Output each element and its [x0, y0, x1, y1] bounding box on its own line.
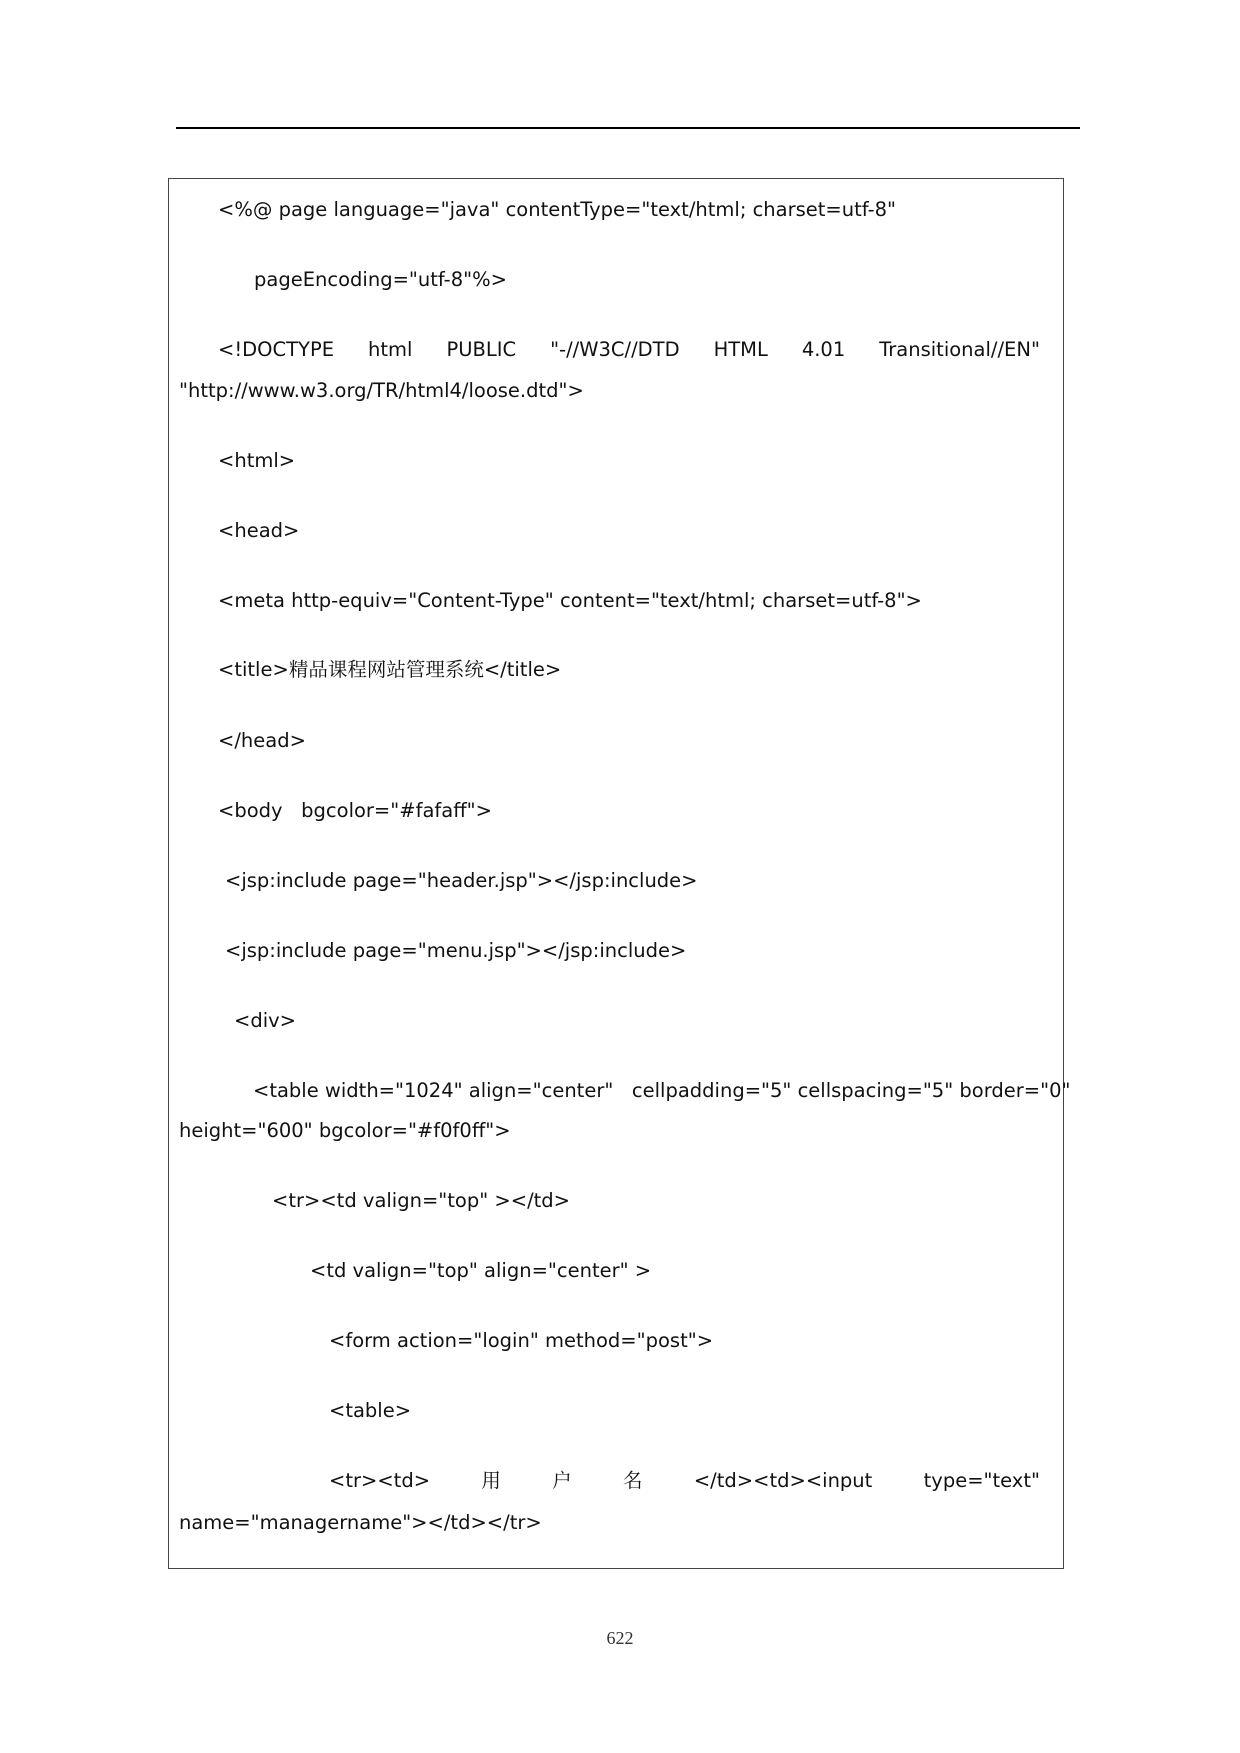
code-line-2: pageEncoding="utf-8"%> [254, 268, 507, 291]
code-line-19: <table> [329, 1399, 412, 1422]
code-line-17: <td valign="top" align="center" > [310, 1259, 652, 1282]
code-line-3 [218, 338, 1040, 362]
code-line-14: <table width="1024" align="center" cellpadding="5" cellspacing="5" border="0" [253, 1079, 1071, 1102]
code-token-cjk: 户 [552, 1469, 572, 1492]
code-line-13: <div> [234, 1009, 297, 1032]
code-line-15: height="600" bgcolor="#f0f0ff"> [179, 1119, 511, 1142]
code-token: </title> [483, 658, 562, 681]
code-line-10: <body bgcolor="#fafaff"> [218, 799, 492, 822]
code-token: PUBLIC [446, 338, 517, 361]
page-number: 622 [606, 1628, 634, 1648]
code-line-7: <meta http-equiv="Content-Type" content="text/html; charset=utf-8"> [218, 589, 922, 612]
code-token: Transitional//EN" [879, 338, 1040, 361]
code-line-11: <jsp:include page="header.jsp"></jsp:include> [225, 869, 698, 892]
code-line-4: "http://www.w3.org/TR/html4/loose.dtd"> [179, 379, 584, 402]
code-line-8 [218, 658, 561, 682]
code-line-20 [329, 1469, 1040, 1493]
code-line-12: <jsp:include page="menu.jsp"></jsp:include> [225, 939, 687, 962]
code-token: HTML [713, 338, 768, 361]
code-line-18: <form action="login" method="post"> [329, 1329, 714, 1352]
code-token: html [368, 338, 413, 361]
code-line-16: <tr><td valign="top" ></td> [272, 1189, 571, 1212]
code-line-9: </head> [218, 729, 306, 752]
code-token-cjk: 名 [623, 1469, 643, 1492]
code-token: type="text" [923, 1469, 1040, 1492]
code-line-1: <%@ page language="java" contentType="text/html; charset=utf-8" [218, 198, 896, 221]
header-rule [176, 127, 1080, 129]
code-token: </td><td><input [693, 1469, 873, 1492]
code-token: 4.01 [801, 338, 846, 361]
code-line-21: name="managername"></td></tr> [179, 1511, 542, 1534]
code-token: "-//W3C//DTD [550, 338, 680, 361]
code-line-5: <html> [218, 449, 296, 472]
code-token-cjk: 精品课程网站管理系统 [288, 658, 484, 681]
code-token-cjk: 用 [481, 1469, 501, 1492]
code-listing-box [168, 178, 1071, 1569]
code-token: <tr><td> [329, 1469, 431, 1492]
code-token: <title> [218, 658, 289, 681]
code-line-6: <head> [218, 519, 300, 542]
code-token: <!DOCTYPE [218, 338, 335, 361]
